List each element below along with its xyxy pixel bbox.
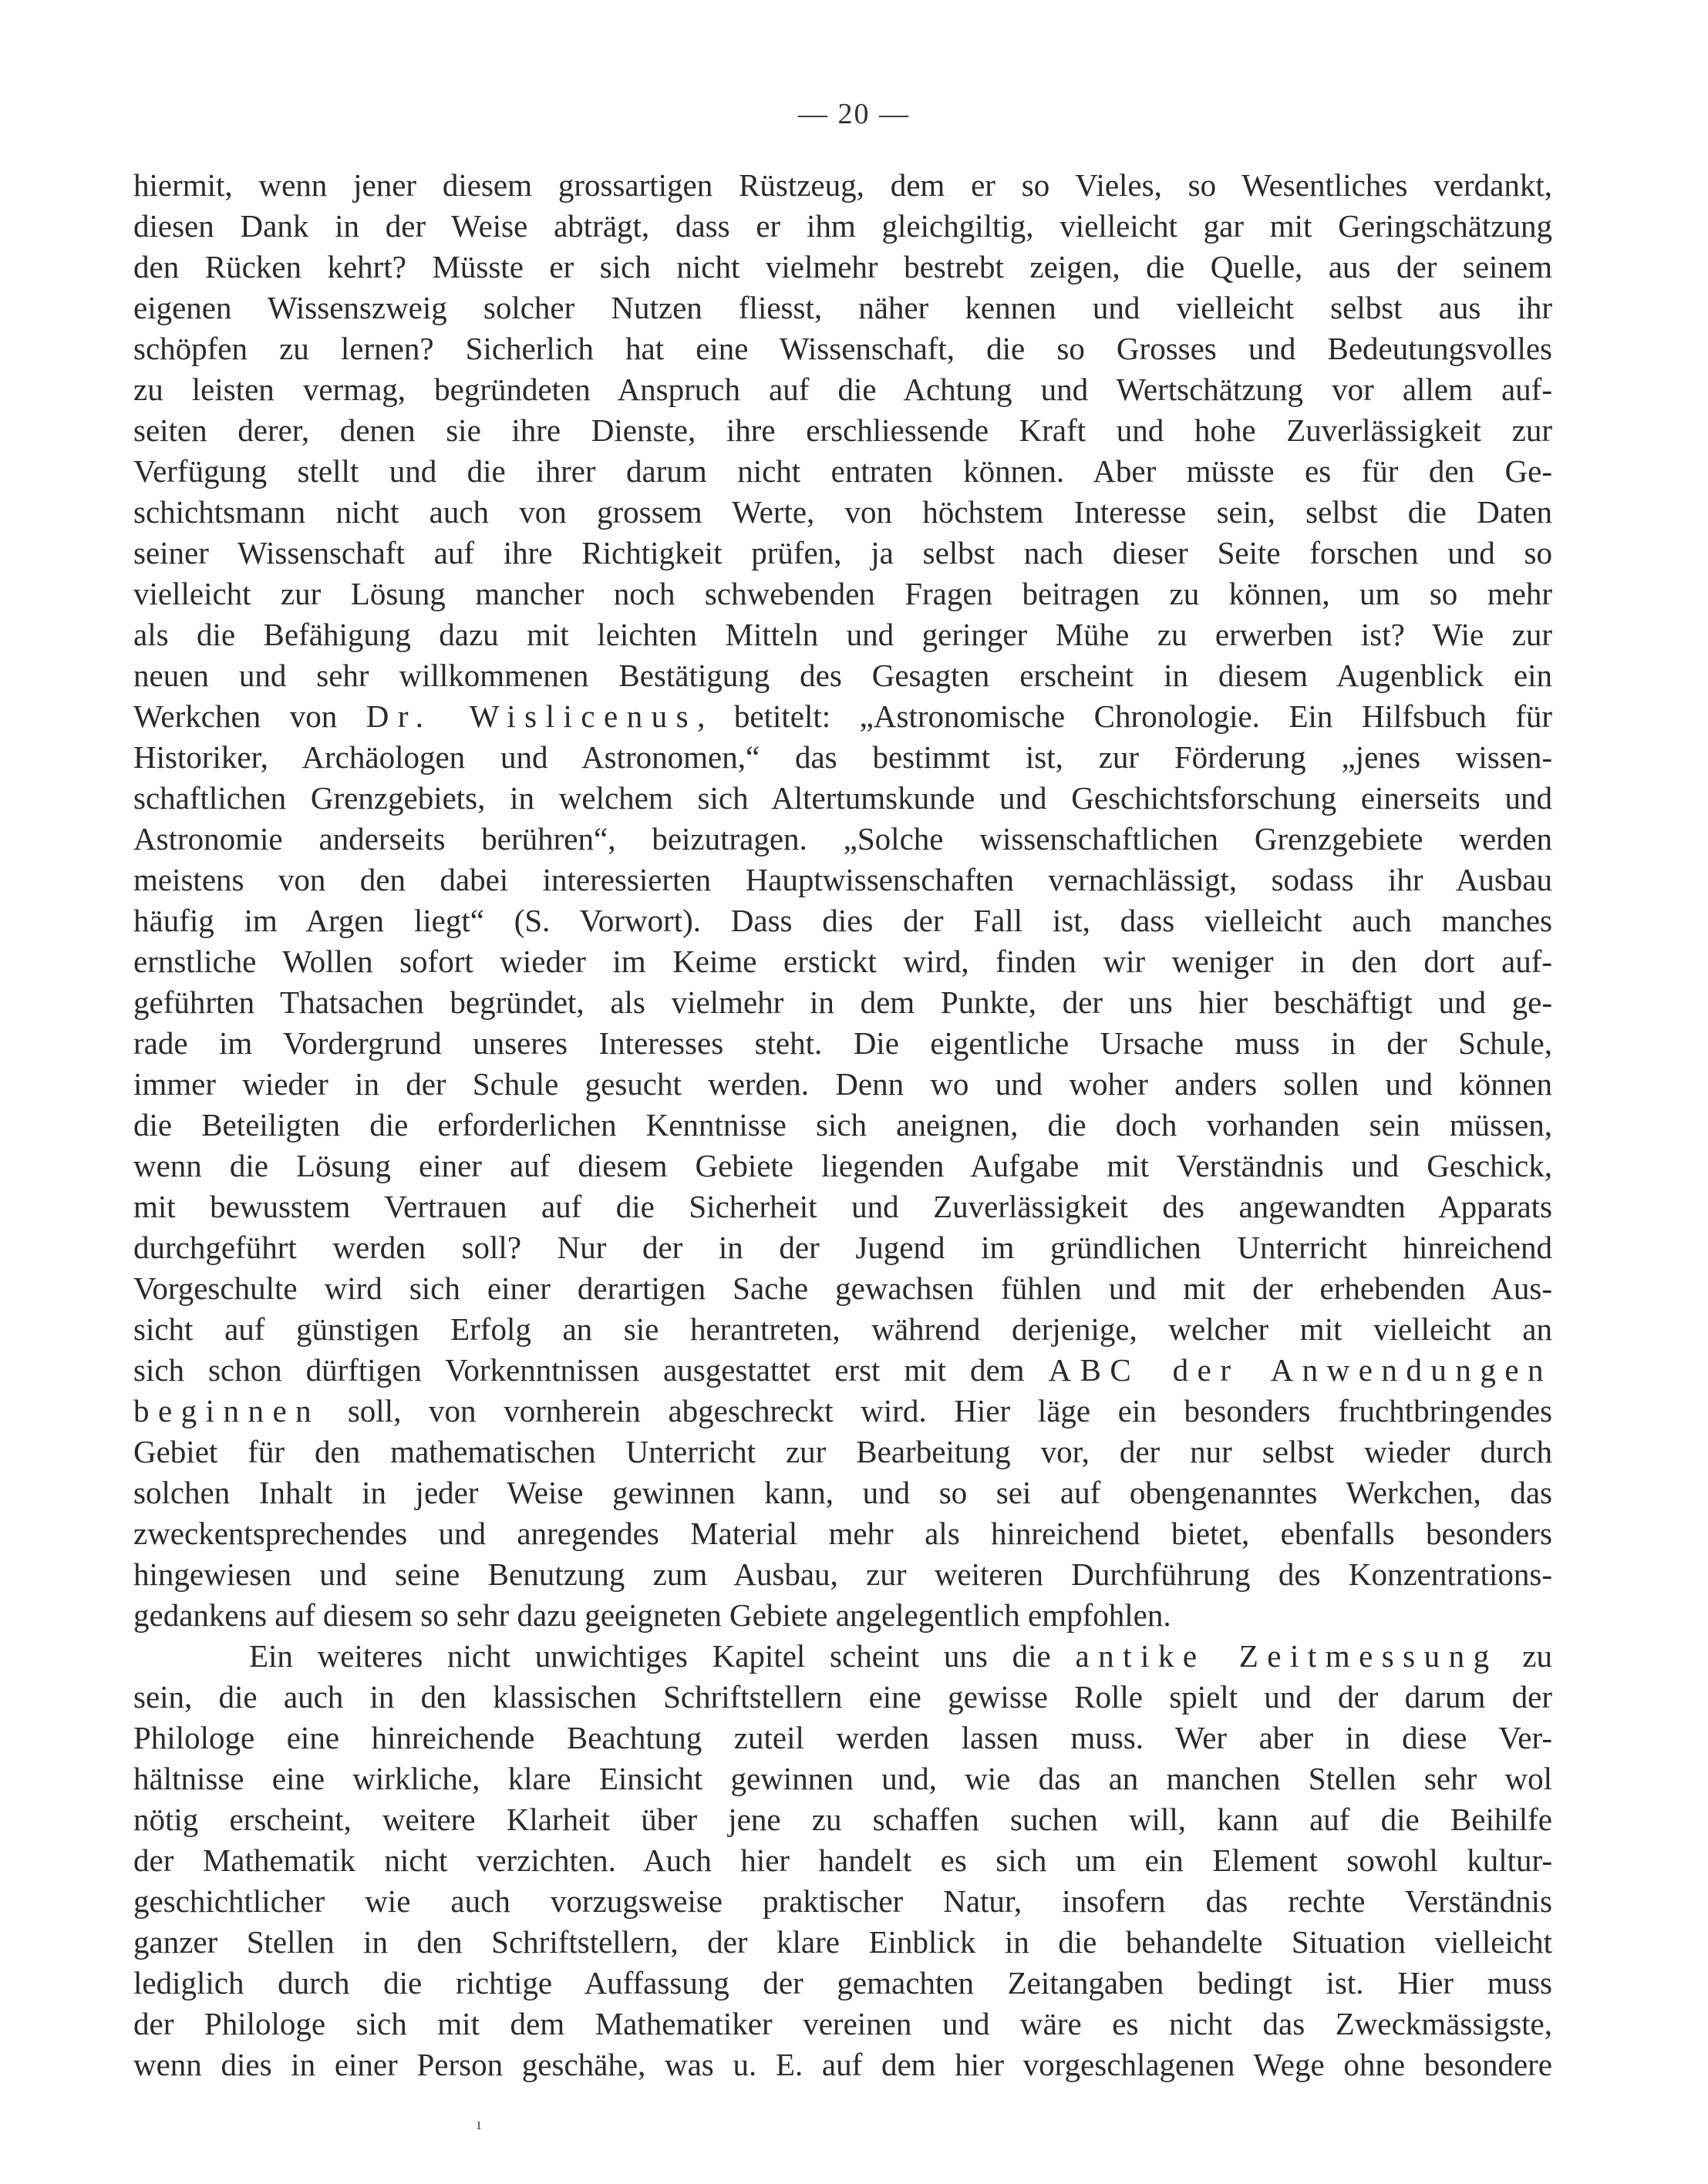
text-line: schaftlichen Grenzgebiets, in welchem sich Altertumskunde und Geschichtsforschung einerseits und	[133, 780, 1552, 816]
text-line: Astronomie anderseits berühren“, beizutragen. „Solche wissenschaftlichen Grenzgebiete werden	[133, 821, 1552, 856]
text-segment: soll, von vornherein abgeschreckt wird. Hier läge ein besonders fruchtbringendes	[320, 1393, 1552, 1429]
text-line: seiner Wissenschaft auf ihre Richtigkeit prüfen, ja selbst nach dieser Seite forschen und so	[133, 535, 1552, 570]
text-line: eigenen Wissenszweig solcher Nutzen fliesst, näher kennen und vielleicht selbst aus ihr	[133, 290, 1552, 325]
text-line: den Rücken kehrt? Müsste er sich nicht vielmehr bestrebt zeigen, die Quelle, aus der seinem	[133, 249, 1552, 284]
text-line: Philologe eine hinreichende Beachtung zuteil werden lassen muss. Wer aber in diese Ver-	[133, 1720, 1552, 1755]
text-line: ganzer Stellen in den Schriftstellern, der klare Einblick in die behandelte Situation vielleicht	[133, 1924, 1552, 1960]
text-segment: Ein weiteres nicht unwichtiges Kapitel scheint uns die	[249, 1638, 1076, 1674]
text-line	[133, 1391, 1552, 1432]
text-line: solchen Inhalt in jeder Weise gewinnen kann, und so sei auf obengenanntes Werkchen, das	[133, 1475, 1552, 1510]
text-line: als die Befähigung dazu mit leichten Mitteln und geringer Mühe zu erwerben ist? Wie zur	[133, 617, 1552, 652]
text-line	[133, 696, 1552, 737]
page-number: — 20 —	[798, 98, 910, 130]
text-line: neuen und sehr willkommenen Bestätigung des Gesagten erscheint in diesem Augenblick ein	[133, 658, 1552, 693]
emphasized-text: antike Zeitmessung	[1075, 1638, 1498, 1674]
text-line: meistens von den dabei interessierten Hauptwissenschaften vernachlässigt, sodass ihr Ausbau	[133, 862, 1552, 897]
text-segment: sich schon dürftigen Vorkenntnissen ausgestattet erst mit dem	[133, 1352, 1049, 1388]
text-line: nötig erscheint, weitere Klarheit über jene zu schaffen suchen will, kann auf die Beihilfe	[133, 1802, 1552, 1837]
text-line: hiermit, wenn jener diesem grossartigen Rüstzeug, dem er so Vieles, so Wesentliches verdankt,	[133, 167, 1552, 203]
text-segment: , betitelt: „Astronomische Chronologie. Ein Hilfsbuch für	[697, 698, 1552, 734]
text-segment: zu	[1497, 1638, 1553, 1674]
emphasized-text: ABC der Anwendungen	[1048, 1352, 1552, 1388]
text-line: seiten derer, denen sie ihre Dienste, ihre erschliessende Kraft und hohe Zuverlässigkeit zur	[133, 412, 1552, 448]
text-line: hältnisse eine wirkliche, klare Einsicht gewinnen und, wie das an manchen Stellen sehr wol	[133, 1761, 1552, 1796]
text-line: schichtsmann nicht auch von grossem Werte, von höchstem Interesse sein, selbst die Daten	[133, 494, 1552, 530]
text-line: zu leisten vermag, begründeten Anspruch auf die Achtung und Wertschätzung vor allem auf-	[133, 372, 1552, 407]
text-line: vielleicht zur Lösung mancher noch schwebenden Fragen beitragen zu können, um so mehr	[133, 576, 1552, 611]
text-line: sein, die auch in den klassischen Schriftstellern eine gewisse Rolle spielt und der darum der	[133, 1679, 1552, 1715]
text-line: schöpfen zu lernen? Sicherlich hat eine Wissenschaft, die so Grosses und Bedeutungsvolles	[133, 331, 1552, 366]
text-line: gedankens auf diesem so sehr dazu geeigneten Gebiete angelegentlich empfohlen.	[133, 1597, 1171, 1633]
text-line: der Philologe sich mit dem Mathematiker vereinen und wäre es nicht das Zweckmässigste,	[133, 2006, 1552, 2041]
text-segment: Werkchen von	[133, 698, 366, 734]
text-line: durchgeführt werden soll? Nur der in der Jugend im gründlichen Unterricht hinreichend	[133, 1230, 1552, 1265]
text-line	[133, 1350, 1552, 1391]
text-line: Historiker, Archäologen und Astronomen,“ das bestimmt ist, zur Förderung „jenes wissen-	[133, 739, 1552, 775]
text-line: immer wieder in der Schule gesucht werden. Denn wo und woher anders sollen und können	[133, 1066, 1552, 1102]
text-line: Vorgeschulte wird sich einer derartigen Sache gewachsen fühlen und mit der erhebenden Aus-	[133, 1270, 1552, 1306]
text-line: Verfügung stellt und die ihrer darum nicht entraten können. Aber müsste es für den Ge-	[133, 453, 1552, 489]
text-line: die Beteiligten die erforderlichen Kenntnisse sich aneignen, die doch vorhanden sein müssen,	[133, 1107, 1552, 1142]
text-line: wenn die Lösung einer auf diesem Gebiete liegenden Aufgabe mit Verständnis und Geschick,	[133, 1148, 1552, 1183]
emphasized-text: Dr. Wislicenus	[366, 698, 698, 734]
text-line: wenn dies in einer Person geschähe, was u. E. auf dem hier vorgeschlagenen Wege ohne besondere	[133, 2047, 1552, 2082]
text-line: geschichtlicher wie auch vorzugsweise praktischer Natur, insofern das rechte Verständnis	[133, 1883, 1552, 1919]
text-line: häufig im Argen liegt“ (S. Vorwort). Dass dies der Fall ist, dass vielleicht auch manches	[133, 903, 1552, 938]
text-line: zweckentsprechendes und anregendes Material mehr als hinreichend bietet, ebenfalls besonders	[133, 1516, 1552, 1551]
text-line: mit bewusstem Vertrauen auf die Sicherheit und Zuverlässigkeit des angewandten Apparats	[133, 1189, 1552, 1224]
text-line	[133, 1636, 1552, 1677]
text-line: hingewiesen und seine Benutzung zum Ausbau, zur weiteren Durchführung des Konzentrations-	[133, 1556, 1552, 1592]
text-line: geführten Thatsachen begründet, als vielmehr in dem Punkte, der uns hier beschäftigt und ge-	[133, 984, 1552, 1020]
body-text	[133, 165, 1552, 2085]
emphasized-text: beginnen	[133, 1393, 321, 1429]
text-line: diesen Dank in der Weise abträgt, dass er ihm gleichgiltig, vielleicht gar mit Geringschätzung	[133, 208, 1552, 244]
text-line: ernstliche Wollen sofort wieder im Keime erstickt wird, finden wir weniger in den dort auf-	[133, 944, 1552, 979]
text-line: der Mathematik nicht verzichten. Auch hier handelt es sich um ein Element sowohl kultur-	[133, 1842, 1552, 1878]
text-line: lediglich durch die richtige Auffassung der gemachten Zeitangaben bedingt ist. Hier muss	[133, 1965, 1552, 2001]
footer-mark: ı	[477, 2114, 482, 2133]
text-line: Gebiet für den mathematischen Unterricht zur Bearbeitung vor, der nur selbst wieder durch	[133, 1434, 1552, 1469]
text-line: sicht auf günstigen Erfolg an sie herantreten, während derjenige, welcher mit vielleicht an	[133, 1311, 1552, 1347]
text-line: rade im Vordergrund unseres Interesses steht. Die eigentliche Ursache muss in der Schule,	[133, 1025, 1552, 1061]
